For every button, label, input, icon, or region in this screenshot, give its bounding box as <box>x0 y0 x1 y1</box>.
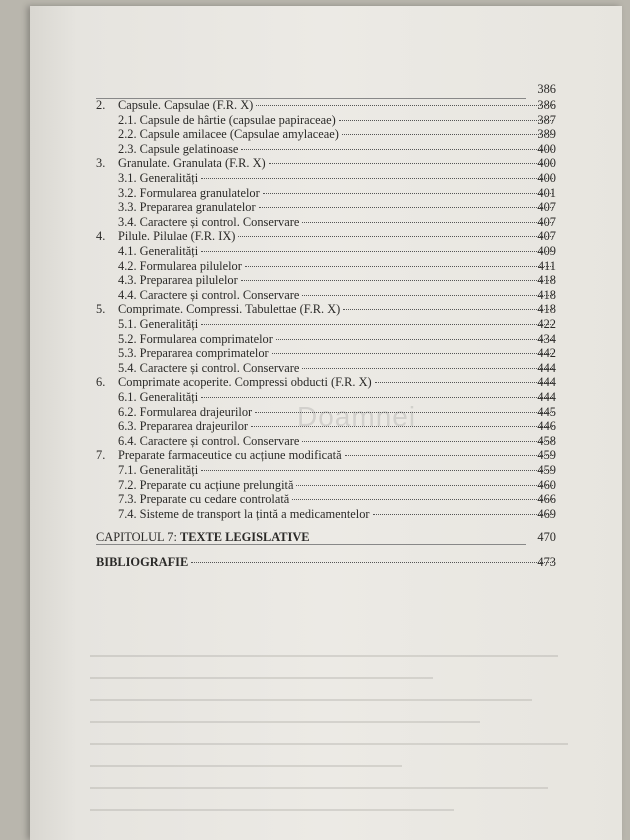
toc-entry-title: 5.1. Generalități <box>118 317 199 331</box>
leader-dots <box>238 236 553 237</box>
leader-dots <box>302 222 553 223</box>
toc-entry-title: 3.2. Formularea granulatelor <box>118 185 260 200</box>
leader-dots <box>296 485 553 486</box>
toc-entry[interactable] <box>118 215 556 231</box>
toc-entry[interactable] <box>96 302 556 318</box>
toc-page-number: 469 <box>537 506 556 521</box>
toc-entry[interactable] <box>96 229 556 245</box>
toc-entry[interactable] <box>118 113 556 129</box>
toc-entry[interactable] <box>96 98 556 114</box>
chapter-prefix: CAPITOLUL 7: <box>96 530 180 544</box>
toc-page-number: 422 <box>537 317 556 331</box>
toc-entry-title: 7.3. Preparate cu cedare controlată <box>118 492 290 507</box>
toc-entry-title: Comprimate acoperite. Compressi obducti (F.R. X) <box>118 375 372 390</box>
toc-entry[interactable] <box>118 186 556 202</box>
toc-entry-title: 2.2. Capsule amilacee (Capsulae amylaceae) <box>118 127 339 142</box>
toc-page-number: 386 <box>537 82 556 96</box>
leader-dots <box>201 470 553 471</box>
divider <box>96 544 526 545</box>
toc-entry-title: 7.2. Preparate cu acțiune prelungită <box>118 477 294 492</box>
toc-entry[interactable] <box>96 375 556 391</box>
toc-entry-title: 5.4. Caractere și control. Conservare <box>118 360 300 375</box>
toc-page-number: 442 <box>537 346 556 361</box>
toc-entry-number: 5. <box>96 302 106 317</box>
toc-page-number: 418 <box>537 287 556 302</box>
leader-dots <box>245 266 553 267</box>
toc-page-number: 473 <box>537 555 556 569</box>
toc-entry-title: 5.3. Prepararea comprimatelor <box>118 346 269 361</box>
toc-page-number: 446 <box>537 419 556 434</box>
leader-dots <box>292 499 553 500</box>
toc-page-number: 444 <box>537 390 556 404</box>
toc-page-number: 460 <box>537 477 556 492</box>
toc-page-number: 418 <box>537 302 556 317</box>
toc-entry[interactable] <box>118 463 556 479</box>
toc-entry-title: 4.1. Generalități <box>118 244 199 258</box>
toc-entry[interactable] <box>118 434 556 450</box>
toc-entry[interactable] <box>118 273 556 289</box>
leader-dots <box>255 412 553 413</box>
toc-entry-number: 4. <box>96 229 106 244</box>
toc-entry-title: Granulate. Granulata (F.R. X) <box>118 156 266 171</box>
leader-dots <box>201 324 553 325</box>
toc-page-number: 387 <box>537 112 556 127</box>
toc-page-number: 444 <box>537 375 556 390</box>
toc-entry-number: 7. <box>96 448 106 463</box>
toc-entry-title: 3.4. Caractere și control. Conservare <box>118 214 300 229</box>
toc-page-number: 389 <box>537 127 556 142</box>
toc-entry-title: 4.3. Prepararea pilulelor <box>118 273 238 288</box>
toc-page-number: 411 <box>537 258 556 273</box>
toc-entry-title: 4.2. Formularea pilulelor <box>118 258 242 273</box>
toc-entry[interactable] <box>118 127 556 143</box>
toc-page-number: 407 <box>537 214 556 229</box>
toc-page-number: 400 <box>537 156 556 171</box>
leader-dots <box>259 207 553 208</box>
leader-dots <box>201 178 553 179</box>
toc-page-number: 470 <box>537 530 556 544</box>
watermark: Doamnei <box>297 401 417 432</box>
toc-page-number: 459 <box>537 463 556 477</box>
toc-entry-title: 3.1. Generalități <box>118 171 199 185</box>
toc-entry[interactable] <box>118 317 556 333</box>
toc-entry-title: Comprimate. Compressi. Tabulettae (F.R. X) <box>118 302 341 317</box>
toc-page-number: 400 <box>537 171 556 185</box>
leader-dots <box>302 295 553 296</box>
toc-entry-title: Capsule. Capsulae (F.R. X) <box>118 98 254 112</box>
toc-entry[interactable] <box>118 259 556 275</box>
toc-page-number: 401 <box>537 185 556 200</box>
bleed-through-text <box>90 581 610 831</box>
bibliography-title: BIBLIOGRAFIE <box>96 555 189 569</box>
toc-entry-number: 3. <box>96 156 106 171</box>
toc-entry-title: Preparate farmaceutice cu acțiune modificată <box>118 448 342 463</box>
toc-entry-title: 2.3. Capsule gelatinoase <box>118 141 239 156</box>
toc-entry[interactable] <box>118 244 556 260</box>
toc-bibliography[interactable] <box>96 555 556 571</box>
toc-entry[interactable] <box>118 405 556 421</box>
toc-entry-title: 7.4. Sisteme de transport la țintă a medicamentelor <box>118 506 370 521</box>
chapter-title: TEXTE LEGISLATIVE <box>179 530 310 544</box>
toc-top-page <box>96 82 556 98</box>
toc-entry[interactable] <box>96 448 556 464</box>
leader-dots <box>201 397 553 398</box>
leader-dots <box>272 353 553 354</box>
leader-dots <box>269 163 553 164</box>
toc-page-number: 458 <box>537 433 556 448</box>
toc-entry-title: 5.2. Formularea comprimatelor <box>118 331 273 346</box>
toc-entry[interactable] <box>118 346 556 362</box>
toc-entry[interactable] <box>118 332 556 348</box>
toc-page-number: 444 <box>537 360 556 375</box>
leader-dots <box>241 280 553 281</box>
toc-page-number: 407 <box>537 229 556 244</box>
toc-page-number: 386 <box>537 98 556 112</box>
leader-dots <box>256 105 553 106</box>
toc-page-number: 445 <box>537 404 556 419</box>
toc-entry-number: 6. <box>96 375 106 390</box>
toc-page-number: 418 <box>537 273 556 288</box>
toc-entry-number: 2. <box>96 98 106 112</box>
leader-dots <box>251 426 553 427</box>
toc-page-number: 434 <box>537 331 556 346</box>
toc-page-number: 407 <box>537 200 556 215</box>
leader-dots <box>302 441 553 442</box>
toc-entry[interactable] <box>96 156 556 172</box>
toc-page-number: 466 <box>537 492 556 507</box>
toc-entry-title: 6.1. Generalități <box>118 390 199 404</box>
toc-page-number: 400 <box>537 141 556 156</box>
toc-entry-title: Pilule. Pilulae (F.R. IX) <box>118 229 236 244</box>
toc-entry[interactable] <box>118 361 556 377</box>
toc-entry[interactable] <box>118 507 556 523</box>
toc-entry[interactable] <box>118 288 556 304</box>
toc-entry-title: 7.1. Generalități <box>118 463 199 477</box>
toc-entry[interactable] <box>118 478 556 494</box>
toc-entry[interactable] <box>118 200 556 216</box>
toc-page-number: 459 <box>537 448 556 463</box>
toc-page-number: 409 <box>537 244 556 258</box>
toc-entry[interactable] <box>118 171 556 187</box>
leader-dots <box>276 339 553 340</box>
leader-dots <box>339 120 553 121</box>
toc-entry-title: 3.3. Prepararea granulatelor <box>118 200 256 215</box>
toc-entry-title: 2.1. Capsule de hârtie (capsulae papiraceae) <box>118 112 336 127</box>
toc-entry-title: 6.3. Prepararea drajeurilor <box>118 419 249 434</box>
toc-entry-title: 4.4. Caractere și control. Conservare <box>118 287 300 302</box>
toc-entry-title: 6.4. Caractere și control. Conservare <box>118 433 300 448</box>
toc-entry-title: 6.2. Formularea drajeurilor <box>118 404 253 419</box>
leader-dots <box>201 251 553 252</box>
leader-dots <box>241 149 553 150</box>
toc-entry[interactable] <box>118 390 556 406</box>
toc-entry[interactable] <box>118 419 556 435</box>
leader-dots <box>302 368 553 369</box>
leader-dots <box>263 193 553 194</box>
toc-entry[interactable] <box>118 492 556 508</box>
toc-entry[interactable] <box>118 142 556 158</box>
